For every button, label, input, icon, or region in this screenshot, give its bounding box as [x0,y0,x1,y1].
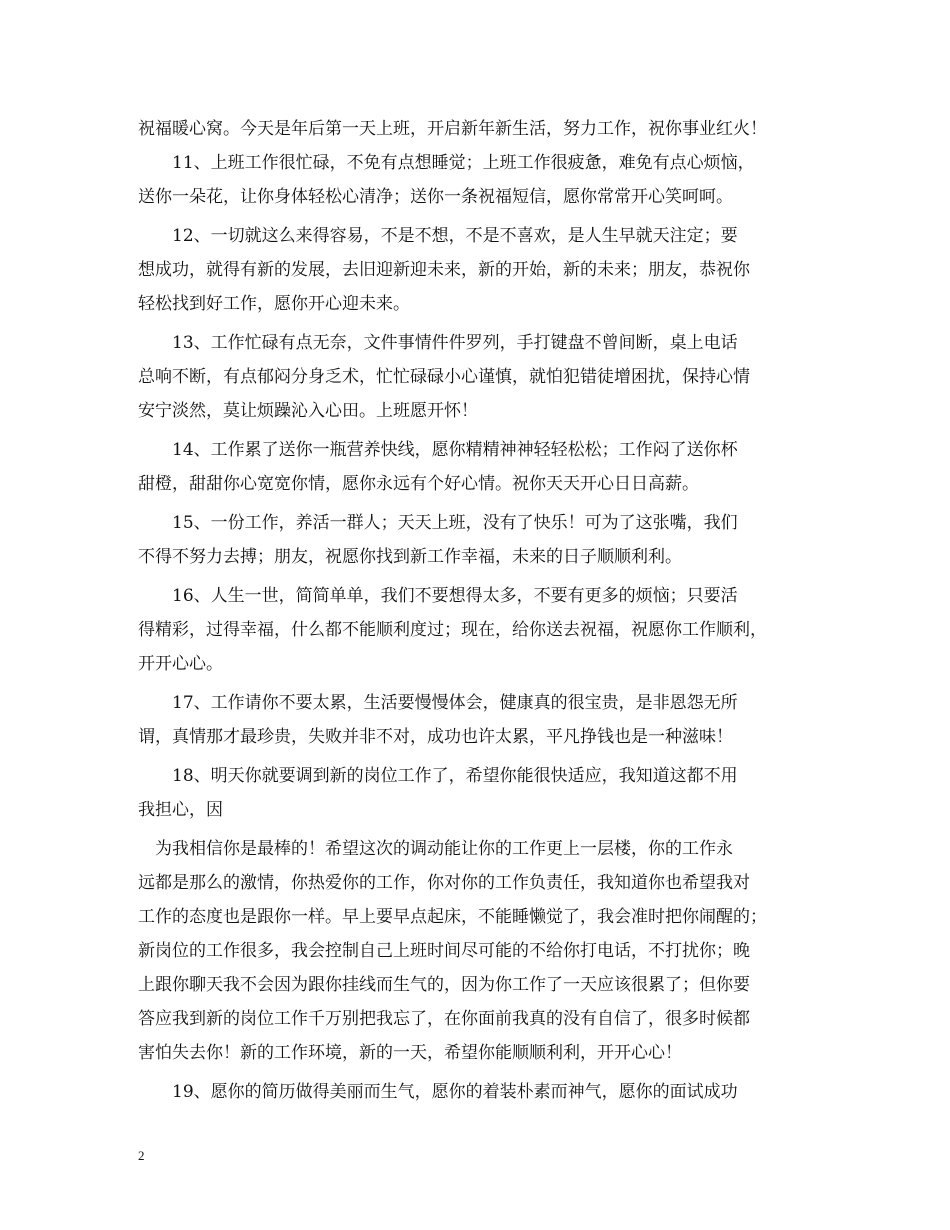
text-line: 甜橙，甜甜你心宽宽你情，愿你永远有个好心情。祝你天天开心日日高薪。 [138,474,699,494]
text-line: 12、一切就这么来得容易，不是不想，不是不喜欢，是人生早就天注定；要 [172,226,738,246]
text-line: 祝福暖心窝。今天是年后第一天上班，开启新年新生活，努力工作，祝你事业红火！ [138,119,767,139]
text-line: 为我相信你是最棒的！希望这次的调动能让你的工作更上一层楼，你的工作永 [155,839,733,859]
text-line: 11、上班工作很忙碌，不免有点想睡觉；上班工作很疲惫，难免有点心烦恼， [172,153,755,173]
text-line: 害怕失去你！新的工作环境，新的一天，希望你能顺顺利利，开开心心！ [138,1043,682,1063]
text-line: 得精彩，过得幸福，什么都不能顺利度过；现在，给你送去祝福，祝愿你工作顺利， [138,620,767,640]
text-line: 14、工作累了送你一瓶营养快线，愿你精精神神轻轻松松；工作闷了送你杯 [172,440,738,460]
text-line: 总响不断，有点郁闷分身乏术，忙忙碌碌小心谨慎，就怕犯错徒增困扰，保持心情 [138,367,750,387]
text-line: 想成功，就得有新的发展，去旧迎新迎未来，新的开始，新的未来；朋友，恭祝你 [138,260,750,280]
text-line: 答应我到新的岗位工作千万别把我忘了，在你面前我真的没有自信了，很多时候都 [138,1009,750,1029]
text-line: 上跟你聊天我不会因为跟你挂线而生气的，因为你工作了一天应该很累了；但你要 [138,975,750,995]
text-line: 谓，真情那才最珍贵，失败并非不对，成功也许太累，平凡挣钱也是一种滋味！ [138,727,733,747]
text-line: 18、明天你就要调到新的岗位工作了，希望你能很快适应，我知道这都不用 [172,766,738,786]
text-line: 送你一朵花，让你身体轻松心清净；送你一条祝福短信，愿你常常开心笑呵呵。 [138,187,733,207]
text-line: 15、一份工作，养活一群人；天天上班，没有了快乐！可为了这张嘴，我们 [172,513,738,533]
text-line: 不得不努力去搏；朋友，祝愿你找到新工作幸福，未来的日子顺顺利利。 [138,547,682,567]
text-line: 安宁淡然，莫让烦躁沁入心田。上班愿开怀！ [138,401,478,421]
text-line: 我担心，因 [138,800,223,820]
text-line: 远都是那么的激情，你热爱你的工作，你对你的工作负责任，我知道你也希望我对 [138,873,750,893]
text-line: 轻松找到好工作，愿你开心迎未来。 [138,294,410,314]
text-line: 开开心心。 [138,654,223,674]
text-line: 17、工作请你不要太累，生活要慢慢体会，健康真的很宝贵，是非恩怨无所 [172,693,738,713]
text-line: 新岗位的工作很多，我会控制自己上班时间尽可能的不给你打电话，不打扰你；晚 [138,941,750,961]
page-number: 2 [138,1148,145,1163]
text-line: 16、人生一世，简简单单，我们不要想得太多，不要有更多的烦恼；只要活 [172,586,738,606]
text-line: 19、愿你的简历做得美丽而生气，愿你的着装朴素而神气，愿你的面试成功 [172,1082,738,1102]
text-line: 13、工作忙碌有点无奈，文件事情件件罗列，手打键盘不曾间断，桌上电话 [172,333,738,353]
text-line: 工作的态度也是跟你一样。早上要早点起床，不能睡懒觉了，我会准时把你闹醒的； [138,907,767,927]
